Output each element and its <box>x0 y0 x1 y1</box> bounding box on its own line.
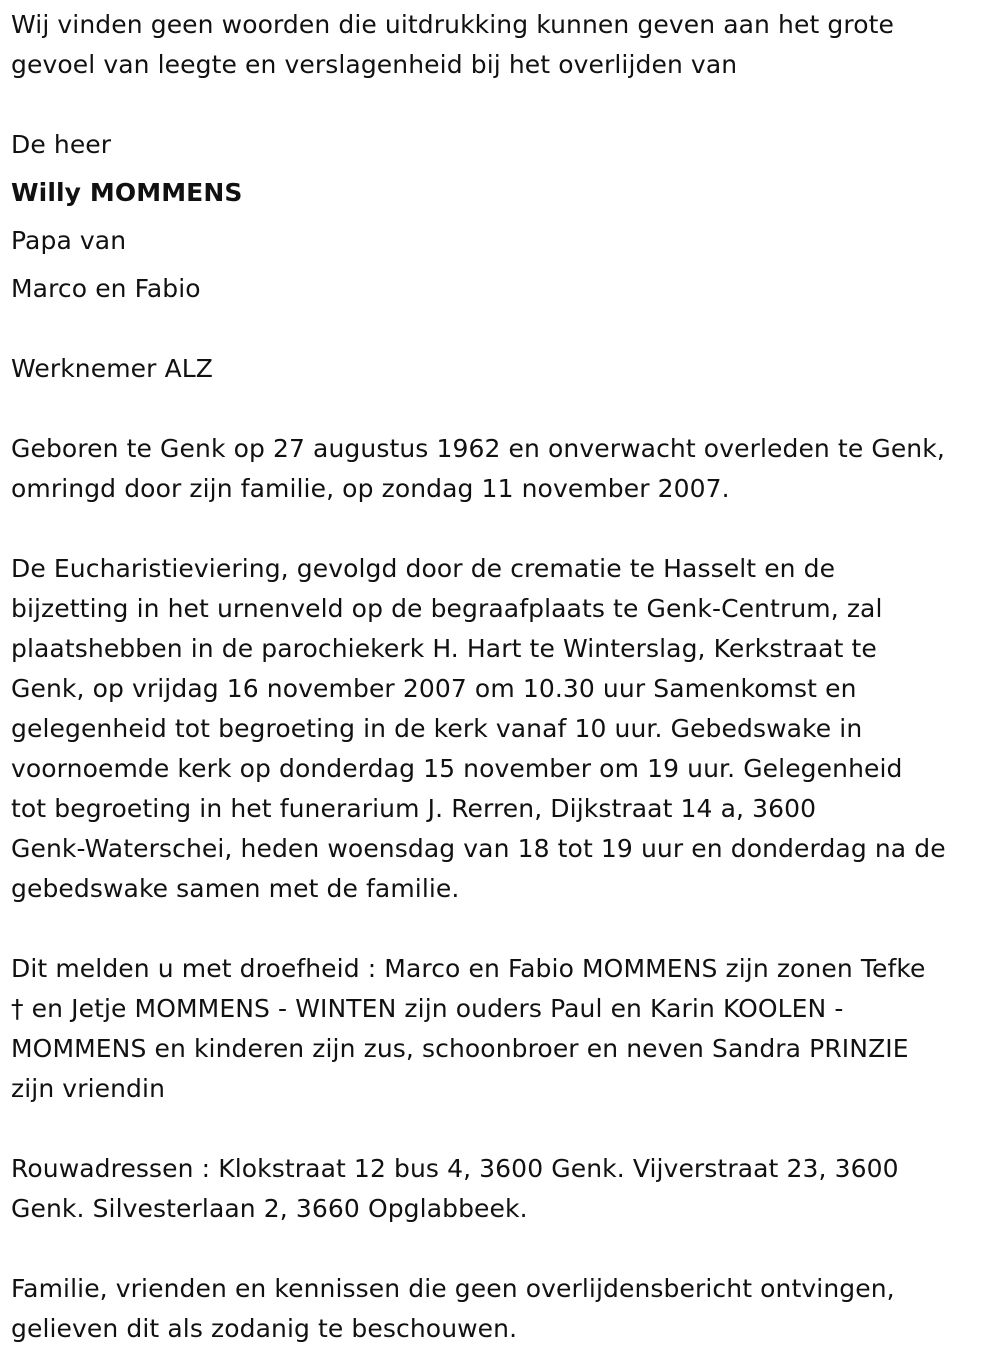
deceased-children: Marco en Fabio <box>11 274 201 303</box>
announcers-line-1: Dit melden u met droefheid : Marco en Fabio MOMMENS zijn zonen Tefke <box>11 954 926 983</box>
announcers-line-2: † en Jetje MOMMENS - WINTEN zijn ouders Paul en Karin KOOLEN - <box>11 994 844 1023</box>
deceased-title: De heer <box>11 130 112 159</box>
closing-line-1: Familie, vrienden en kennissen die geen overlijdensbericht ontvingen, <box>11 1274 895 1303</box>
intro-line-2: gevoel van leegte en verslagenheid bij het overlijden van <box>11 50 738 79</box>
ceremony-line-1: De Eucharistieviering, gevolgd door de crematie te Hasselt en de <box>11 554 836 583</box>
birth-death-line-2: omringd door zijn familie, op zondag 11 november 2007. <box>11 474 730 503</box>
announcers-line-4: zijn vriendin <box>11 1074 166 1103</box>
deceased-relation: Papa van <box>11 226 127 255</box>
ceremony-line-6: voornoemde kerk op donderdag 15 november om 19 uur. Gelegenheid <box>11 754 903 783</box>
employer-line: Werknemer ALZ <box>11 354 214 383</box>
ceremony-line-3: plaatshebben in de parochiekerk H. Hart te Winterslag, Kerkstraat te <box>11 634 877 663</box>
addresses-line-1: Rouwadressen : Klokstraat 12 bus 4, 3600 Genk. Vijverstraat 23, 3600 <box>11 1154 899 1183</box>
ceremony-line-9: gebedswake samen met de familie. <box>11 874 460 903</box>
ceremony-line-7: tot begroeting in het funerarium J. Rerren, Dijkstraat 14 a, 3600 <box>11 794 817 823</box>
intro-line-1: Wij vinden geen woorden die uitdrukking kunnen geven aan het grote <box>11 10 894 39</box>
birth-death-line-1: Geboren te Genk op 27 augustus 1962 en onverwacht overleden te Genk, <box>11 434 945 463</box>
ceremony-line-5: gelegenheid tot begroeting in de kerk vanaf 10 uur. Gebedswake in <box>11 714 863 743</box>
ceremony-line-2: bijzetting in het urnenveld op de begraafplaats te Genk-Centrum, zal <box>11 594 883 623</box>
ceremony-line-4: Genk, op vrijdag 16 november 2007 om 10.30 uur Samenkomst en <box>11 674 857 703</box>
deceased-name: Willy MOMMENS <box>11 178 243 207</box>
addresses-line-2: Genk. Silvesterlaan 2, 3660 Opglabbeek. <box>11 1194 528 1223</box>
closing-line-2: gelieven dit als zodanig te beschouwen. <box>11 1314 518 1343</box>
announcers-line-3: MOMMENS en kinderen zijn zus, schoonbroer en neven Sandra PRINZIE <box>11 1034 909 1063</box>
ceremony-line-8: Genk-Waterschei, heden woensdag van 18 tot 19 uur en donderdag na de <box>11 834 946 863</box>
